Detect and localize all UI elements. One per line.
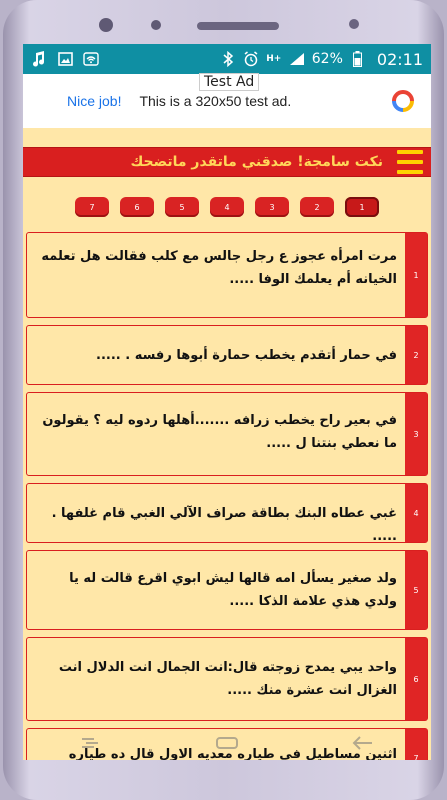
list-item[interactable] xyxy=(26,325,428,385)
list-item[interactable] xyxy=(26,550,428,630)
joke-text: غبي عطاه البنك بطاقة صراف الآلي الغبي قام غلفها . ..... xyxy=(51,506,397,544)
joke-number: 4 xyxy=(405,484,427,542)
ad-logo-icon xyxy=(391,89,415,113)
battery-percent: 62% xyxy=(311,51,343,67)
alarm-icon xyxy=(243,51,259,67)
joke-text: في بعير راح يخطب زرافه .......أهلها ردوه ليه ؟ يقولون ما نعطي بنتنا ل ..... xyxy=(42,413,397,451)
page-button-2[interactable]: 2 xyxy=(300,197,334,217)
app-screen xyxy=(23,44,431,760)
wifi-icon xyxy=(83,51,99,67)
ad-text: This is a 320x50 test ad. xyxy=(139,93,292,109)
page-button-1[interactable]: 1 xyxy=(345,197,379,217)
light-sensor xyxy=(349,19,359,29)
phone-frame xyxy=(3,0,444,800)
joke-number: 5 xyxy=(405,551,427,629)
page-button-7[interactable]: 7 xyxy=(75,197,109,217)
page-selector xyxy=(23,197,431,217)
phone-speaker xyxy=(197,22,279,30)
list-item[interactable] xyxy=(26,392,428,476)
battery-icon xyxy=(350,51,366,67)
home-icon[interactable] xyxy=(214,735,240,751)
page-button-4[interactable]: 4 xyxy=(210,197,244,217)
back-icon[interactable] xyxy=(350,735,376,751)
joke-text: واحد يبي يمدح زوجته قال:انت الجمال انت الدلال انت الغزال انت عشرة منك ..... xyxy=(58,660,397,698)
joke-number: 1 xyxy=(405,233,427,317)
recents-icon[interactable] xyxy=(78,735,104,751)
signal-icon xyxy=(289,51,305,67)
page-button-5[interactable]: 5 xyxy=(165,197,199,217)
list-item[interactable] xyxy=(26,232,428,318)
ad-tag: Test Ad xyxy=(199,73,259,91)
joke-number: 7 xyxy=(405,729,427,760)
joke-number: 6 xyxy=(405,638,427,720)
list-item[interactable] xyxy=(26,637,428,721)
page-title: نكت سامجة! صدقني ماتقدر ماتضحك xyxy=(130,154,383,170)
joke-list xyxy=(26,232,428,760)
music-icon xyxy=(31,51,47,67)
clock: 02:11 xyxy=(376,49,423,69)
hplus-icon: H+ xyxy=(266,54,282,64)
proximity-sensor xyxy=(151,20,161,30)
joke-text: في حمار أتقدم يخطب حمارة أبوها رفسه . ..... xyxy=(96,348,397,363)
bluetooth-icon xyxy=(220,51,236,67)
joke-number: 3 xyxy=(405,393,427,475)
app-toolbar xyxy=(23,147,431,177)
joke-number: 2 xyxy=(405,326,427,384)
ad-banner[interactable] xyxy=(23,74,431,128)
ad-headline: Nice job! xyxy=(67,93,122,109)
image-icon xyxy=(57,51,73,67)
page-button-3[interactable]: 3 xyxy=(255,197,289,217)
menu-icon[interactable] xyxy=(397,150,423,174)
joke-text: اثنين مساطيل في طياره معديه الاول قال ده طياره xyxy=(68,747,397,760)
system-nav-bar xyxy=(23,726,431,760)
joke-text: ولد صغير يسأل امه قالها ليش ابوي اقرع قالت له يا ولدي هذي علامة الذكا ..... xyxy=(69,571,397,609)
front-camera xyxy=(99,18,113,32)
status-bar xyxy=(23,44,431,74)
joke-text: مرت امرأه عجوز ع رجل جالس مع كلب فقالت هل تعلمه الخيانه أم يعلمك الوفا ..... xyxy=(41,249,397,287)
list-item[interactable] xyxy=(26,483,428,543)
page-button-6[interactable]: 6 xyxy=(120,197,154,217)
